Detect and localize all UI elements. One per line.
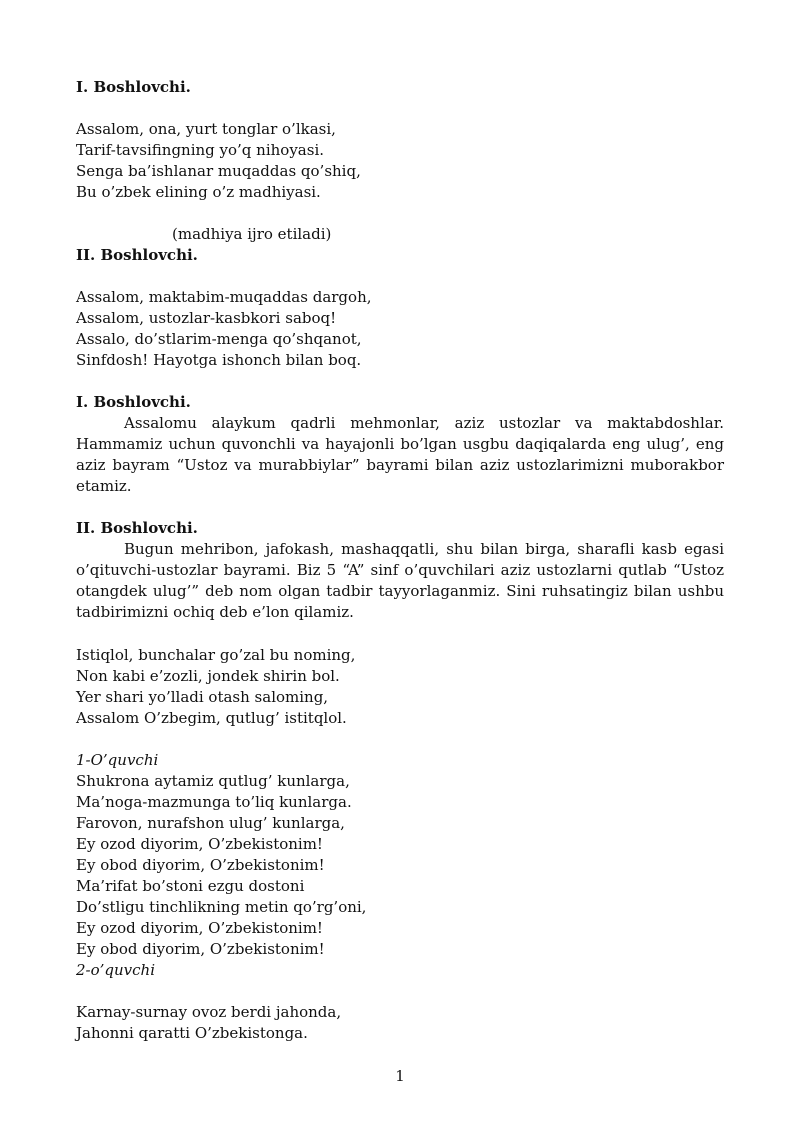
poem4-line: Shukrona aytamiz qutlug’ kunlarga, [76, 772, 350, 790]
stage-note: (madhiya ijro etiladi) [172, 225, 332, 243]
poem1-line: Tarif-tavsifingning yo’q nihoyasi. [76, 141, 325, 159]
poem1-line: Senga ba’ishlanar muqaddas qo’shiq, [76, 162, 361, 180]
poem3-line: Yer shari yo’lladi otash saloming, [76, 688, 329, 706]
heading-first-host: I. Boshlovchi. [76, 78, 191, 96]
poem2-line: Assalo, do’stlarim-menga qo’shqanot, [76, 330, 362, 348]
poem2-line: Sinfdosh! Hayotga ishonch bilan boq. [76, 351, 362, 369]
heading-second-host: II. Boshlovchi. [76, 246, 198, 264]
poem4-line: Ma’rifat bo’stoni ezgu dostoni [76, 877, 305, 895]
poem3-line: Non kabi e’zozli, jondek shirin bol. [76, 667, 340, 685]
poem4-line: Ey ozod diyorim, O’zbekistonim! [76, 919, 323, 937]
poem1-line: Assalom, ona, yurt tonglar o’lkasi, [76, 120, 336, 138]
poem5-line: Karnay-surnay ovoz berdi jahonda, [76, 1003, 342, 1021]
poem3-line: Istiqlol, bunchalar go’zal bu noming, [76, 646, 356, 664]
poem4-line: Ey obod diyorim, O’zbekistonim! [76, 940, 325, 958]
poem2-line: Assalom, ustozlar-kasbkori saboq! [76, 309, 337, 327]
poem5-line: Jahonni qaratti O’zbekistonga. [76, 1024, 308, 1042]
poem4-line: Ey obod diyorim, O’zbekistonim! [76, 856, 325, 874]
heading-first-host: I. Boshlovchi. [76, 393, 191, 411]
page-number: 1 [395, 1067, 405, 1085]
poem4-line: Ma’noga-mazmunga to’liq kunlarga. [76, 793, 352, 811]
poem4-line: Farovon, nurafshon ulug’ kunlarga, [76, 814, 345, 832]
poem3-line: Assalom O’zbegim, qutlug’ istitqlol. [76, 709, 347, 727]
greeting-paragraph: Assalomu alaykum qadrli mehmonlar, aziz ustozlar va maktabdoshlar. Hammamiz uchun quvonchli va hayajonli bo’lgan usgbu daqiqalarda eng ulug’, eng aziz bayram “Ustoz va murabbiylar” bayrami bilan aziz ustozlarimizni muborakbor etamiz. [76, 414, 724, 495]
poem4-line: Ey ozod diyorim, O’zbekistonim! [76, 835, 323, 853]
reader-label: 2-o’quvchi [76, 961, 156, 979]
heading-second-host: II. Boshlovchi. [76, 519, 198, 537]
poem2-line: Assalom, maktabim-muqaddas dargoh, [76, 288, 372, 306]
poem4-line: Do’stligu tinchlikning metin qo’rg’oni, [76, 898, 367, 916]
poem1-line: Bu o’zbek elining o’z madhiyasi. [76, 183, 321, 201]
reader-label: 1-O’quvchi [76, 751, 159, 769]
opening-paragraph: Bugun mehribon, jafokash, mashaqqatli, shu bilan birga, sharafli kasb egasi o’qituvchi-ustozlar bayrami. Biz 5 “A” sinf o’quvchilari aziz ustozlarni qutlab “Ustoz otangdek ulug’” deb nom olgan tadbir tayyorlaganmiz. Sini ruhsatingiz bilan ushbu tadbirimizni ochiq deb e’lon qilamiz. [76, 540, 724, 621]
